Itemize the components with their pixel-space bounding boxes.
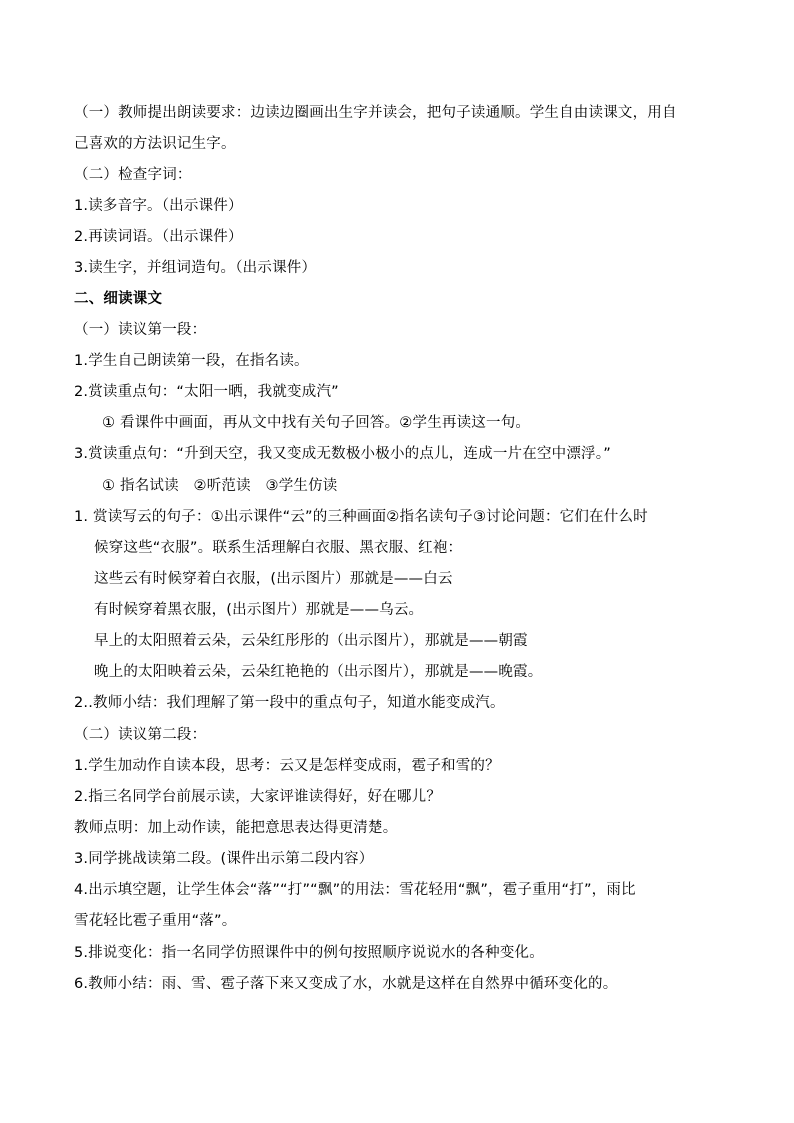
paragraph-line: 3.赏读重点句：“升到天空，我又变成无数极小极小的点儿，连成一片在空中漂浮。” bbox=[74, 446, 611, 462]
paragraph-line: 3.读生字，并组词造句。（出示课件） bbox=[74, 260, 317, 276]
paragraph-line: 1. 赏读写云的句子：①出示课件“云”的三种画面②指名读句子③讨论问题：它们在什么时 bbox=[74, 509, 648, 525]
paragraph-line: 1.学生加动作自读本段，思考：云又是怎样变成雨，雹子和雪的？ bbox=[74, 758, 500, 774]
paragraph-line: 1.读多音字。（出示课件） bbox=[74, 198, 243, 214]
paragraph-line: 己喜欢的方法识记生字。 bbox=[74, 136, 236, 152]
paragraph-line: ① 看课件中画面，再从文中找有关句子回答。②学生再读这一句。 bbox=[102, 415, 531, 431]
paragraph-line: 1.学生自己朗读第一段，在指名读。 bbox=[74, 353, 309, 369]
paragraph-line: 3.同学挑战读第二段。(课件出示第二段内容） bbox=[74, 851, 374, 867]
paragraph-line: 教师点明：加上动作读，能把意思表达得更清楚。 bbox=[74, 820, 398, 836]
paragraph-line: 6.教师小结：雨、雪、雹子落下来又变成了水，水就是这样在自然界中循环变化的。 bbox=[74, 976, 618, 992]
paragraph-line: ① 指名试读 ②听范读 ③学生仿读 bbox=[102, 478, 338, 494]
paragraph-line: 这些云有时候穿着白衣服，(出示图片）那就是——白云 bbox=[94, 571, 453, 587]
paragraph-line: （二）读议第二段： bbox=[74, 727, 207, 743]
paragraph-line: 有时候穿着黑衣服，(出示图片）那就是——乌云。 bbox=[94, 602, 424, 618]
paragraph-line: 2..教师小结：我们理解了第一段中的重点句子，知道水能变成汽。 bbox=[74, 695, 505, 711]
paragraph-line: （一）教师提出朗读要求：边读边圈画出生字并读会，把句子读通顺。学生自由读课文，用自 bbox=[74, 105, 677, 121]
paragraph-line: 2.再读词语。（出示课件） bbox=[74, 229, 243, 245]
paragraph-line: 4.出示填空题，让学生体会“落”“打”“飘”的用法：雪花轻用“飘”，雹子重用“打”，雨比 bbox=[74, 882, 636, 898]
paragraph-line: 早上的太阳照着云朵，云朵红彤彤的（出示图片），那就是——朝霞 bbox=[94, 633, 528, 649]
section-heading: 二、细读课文 bbox=[74, 291, 163, 307]
paragraph-line: 2.赏读重点句：“太阳一晒，我就变成汽” bbox=[74, 384, 339, 400]
paragraph-line: （二）检查字词： bbox=[74, 167, 192, 183]
paragraph-line: 5.排说变化：指一名同学仿照课件中的例句按照顺序说说水的各种变化。 bbox=[74, 945, 544, 961]
paragraph-line: 2.指三名同学台前展示读，大家评谁读得好，好在哪儿？ bbox=[74, 789, 442, 805]
paragraph-line: 晚上的太阳映着云朵，云朵红艳艳的（出示图片），那就是——晚霞。 bbox=[94, 664, 543, 680]
paragraph-line: 雪花轻比雹子重用“落”。 bbox=[74, 913, 237, 929]
paragraph-line: 候穿这些“衣服”。联系生活理解白衣服、黑衣服、红袍： bbox=[94, 540, 463, 556]
paragraph-line: （一）读议第一段： bbox=[74, 322, 207, 338]
